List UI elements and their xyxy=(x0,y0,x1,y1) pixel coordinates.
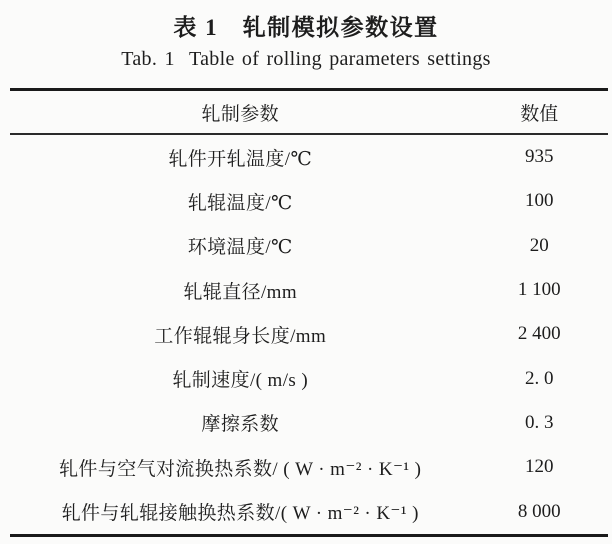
header-parameter: 轧制参数 xyxy=(201,103,280,125)
row-value: 2 400 xyxy=(517,323,561,345)
table-caption-chinese: 表 1 轧制模拟参数设置 xyxy=(173,15,439,40)
row-parameter: 环境温度/℃ xyxy=(187,237,293,259)
row-parameter: 轧件开轧温度/℃ xyxy=(168,148,313,170)
table-row xyxy=(10,312,608,356)
table-row xyxy=(10,135,608,179)
row-value: 0. 3 xyxy=(524,411,554,433)
header-value: 数值 xyxy=(520,103,559,125)
row-parameter: 摩擦系数 xyxy=(201,414,280,436)
row-value: 935 xyxy=(524,146,554,168)
row-parameter: 轧件与轧辊接触换热系数/( W · m⁻² · K⁻¹ ) xyxy=(61,503,419,525)
table-caption-english: Tab. 1 Table of rolling parameters settings xyxy=(121,48,491,70)
row-value: 8 000 xyxy=(517,500,561,522)
row-value: 120 xyxy=(524,456,554,478)
row-parameter: 轧辊温度/℃ xyxy=(187,192,293,214)
parameters-table xyxy=(10,88,608,537)
table-row xyxy=(10,179,608,223)
row-parameter: 工作辊辊身长度/mm xyxy=(154,325,327,347)
row-value: 1 100 xyxy=(517,279,561,301)
row-value: 2. 0 xyxy=(524,367,554,389)
row-parameter: 轧辊直径/mm xyxy=(183,281,298,303)
row-value: 100 xyxy=(524,190,554,212)
table-row xyxy=(10,268,608,312)
table-header-row xyxy=(10,91,608,135)
table-row xyxy=(10,224,608,268)
table-row xyxy=(10,356,608,400)
table-row xyxy=(10,401,608,445)
table-row xyxy=(10,489,608,533)
row-parameter: 轧件与空气对流换热系数/ ( W · m⁻² · K⁻¹ ) xyxy=(59,458,422,480)
row-parameter: 轧制速度/( m/s ) xyxy=(172,370,309,392)
row-value: 20 xyxy=(529,234,549,256)
table-row xyxy=(10,445,608,489)
